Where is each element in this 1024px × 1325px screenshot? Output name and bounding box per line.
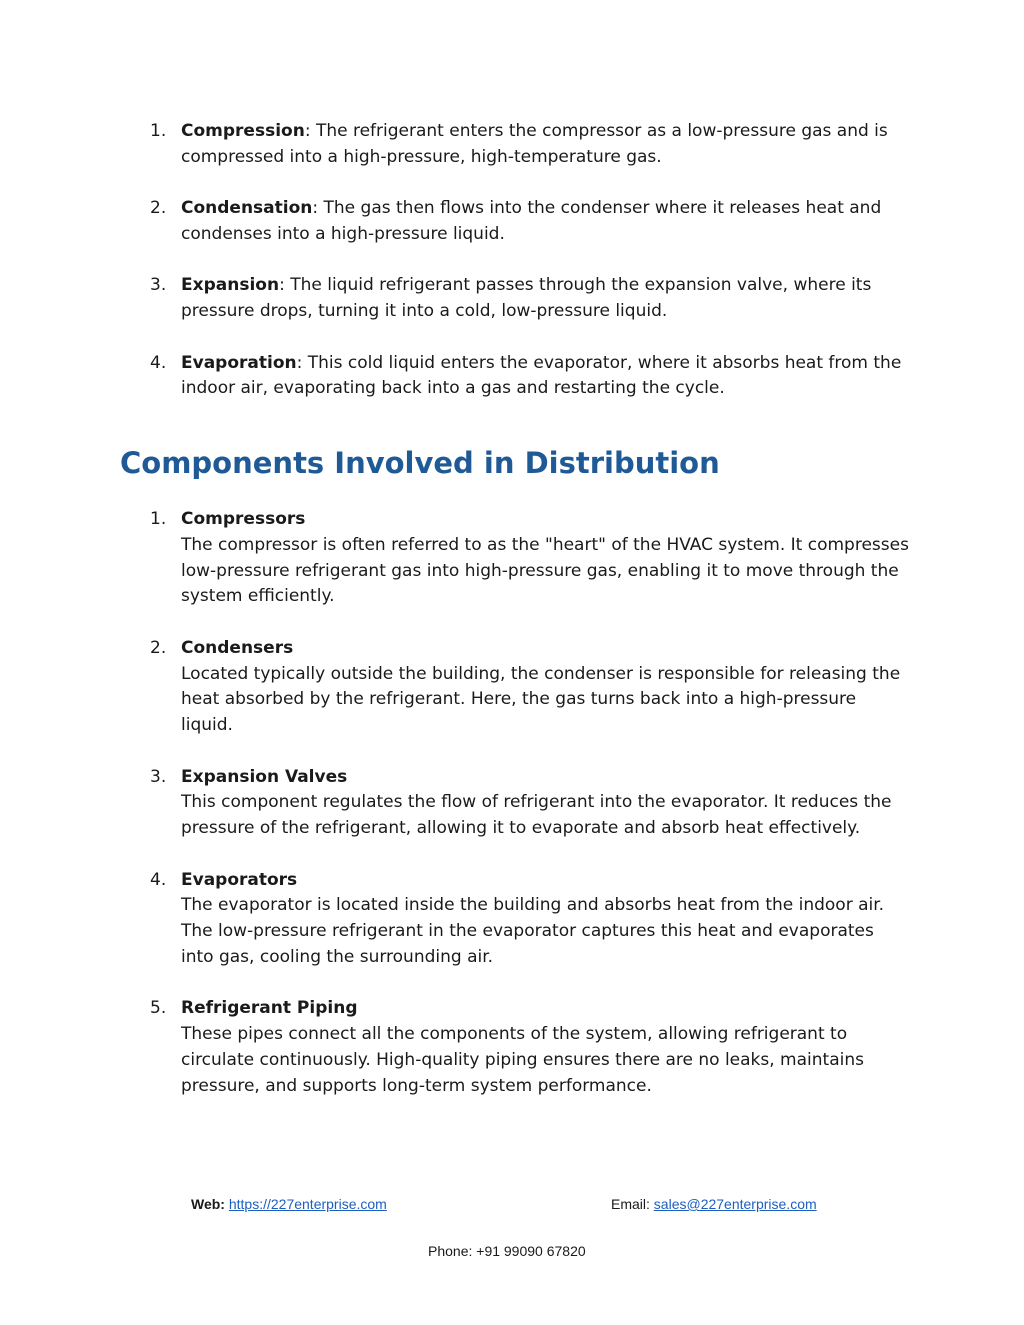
list-number: 1.	[150, 509, 167, 529]
email-label: Email:	[611, 1196, 650, 1212]
list-item	[150, 996, 910, 1099]
list-description: The compressor is often referred to as the "heart" of the HVAC system. It compresses low-pressure refrigerant gas into high-pressure gas, enabling it to move through the system efficiently.	[181, 534, 909, 607]
list-term: Condensers	[181, 637, 294, 658]
list-number: 5.	[150, 998, 167, 1019]
list-item	[150, 636, 910, 739]
list-description: : This cold liquid enters the evaporator, where it absorbs heat from the indoor air, evaporating back into a gas and restarting the cycle.	[181, 352, 902, 399]
list-term: Refrigerant Piping	[181, 998, 358, 1019]
footer-web	[191, 1196, 387, 1212]
list-description: This component regulates the flow of refrigerant into the evaporator. It reduces the pressure of the refrigerant, allowing it to evaporate and absorb heat effectively.	[181, 792, 892, 839]
website-link[interactable]: https://227enterprise.com	[228, 1196, 387, 1212]
list-number: 3.	[150, 766, 167, 787]
list-number: 2.	[150, 198, 167, 219]
email-link[interactable]: sales@227enterprise.com	[653, 1196, 817, 1212]
list-number: 3.	[150, 275, 167, 296]
list-number: 4.	[150, 352, 167, 373]
list-description: The evaporator is located inside the building and absorbs heat from the indoor air. The low-pressure refrigerant in the evaporator captures this heat and evaporates into gas, cooling the surrounding air.	[181, 895, 885, 967]
list-item	[150, 119, 910, 171]
list-item	[150, 765, 910, 842]
list-description: : The refrigerant enters the compressor as a low-pressure gas and is compressed into a high-pressure, high-temperature gas.	[181, 121, 888, 167]
list-number: 1.	[150, 121, 167, 141]
refrigeration-cycle-list	[150, 119, 910, 428]
list-item	[150, 196, 910, 248]
list-item	[150, 351, 910, 403]
list-description: : The gas then flows into the condenser where it releases heat and condenses into a high-pressure liquid.	[181, 198, 882, 244]
components-list	[150, 507, 910, 1125]
list-number: 4.	[150, 869, 167, 890]
list-term: Expansion	[181, 275, 280, 296]
list-description: Located typically outside the building, the condenser is responsible for releasing the heat absorbed by the refrigerant. Here, the gas turns back into a high-pressure liquid.	[181, 663, 901, 736]
list-term: Condensation	[181, 198, 313, 219]
list-description: These pipes connect all the components of the system, allowing refrigerant to circulate continuously. High-quality piping ensures there are no leaks, maintains pressure, and supports long-term system performance.	[181, 1024, 864, 1096]
list-term: Compression	[181, 121, 305, 141]
list-description: : The liquid refrigerant passes through the expansion valve, where its pressure drops, turning it into a cold, low-pressure liquid.	[181, 275, 872, 322]
list-item	[150, 273, 910, 325]
list-term: Compressors	[181, 509, 306, 529]
list-term: Evaporation	[181, 352, 297, 373]
section-heading: Components Involved in Distribution	[120, 446, 720, 480]
list-number: 2.	[150, 637, 167, 658]
list-term: Evaporators	[181, 869, 298, 890]
list-term: Expansion Valves	[181, 766, 348, 787]
footer-email	[611, 1196, 817, 1212]
list-item	[150, 507, 910, 610]
web-label: Web:	[191, 1196, 225, 1212]
footer-phone: Phone: +91 99090 67820	[428, 1243, 586, 1259]
list-item	[150, 868, 910, 971]
